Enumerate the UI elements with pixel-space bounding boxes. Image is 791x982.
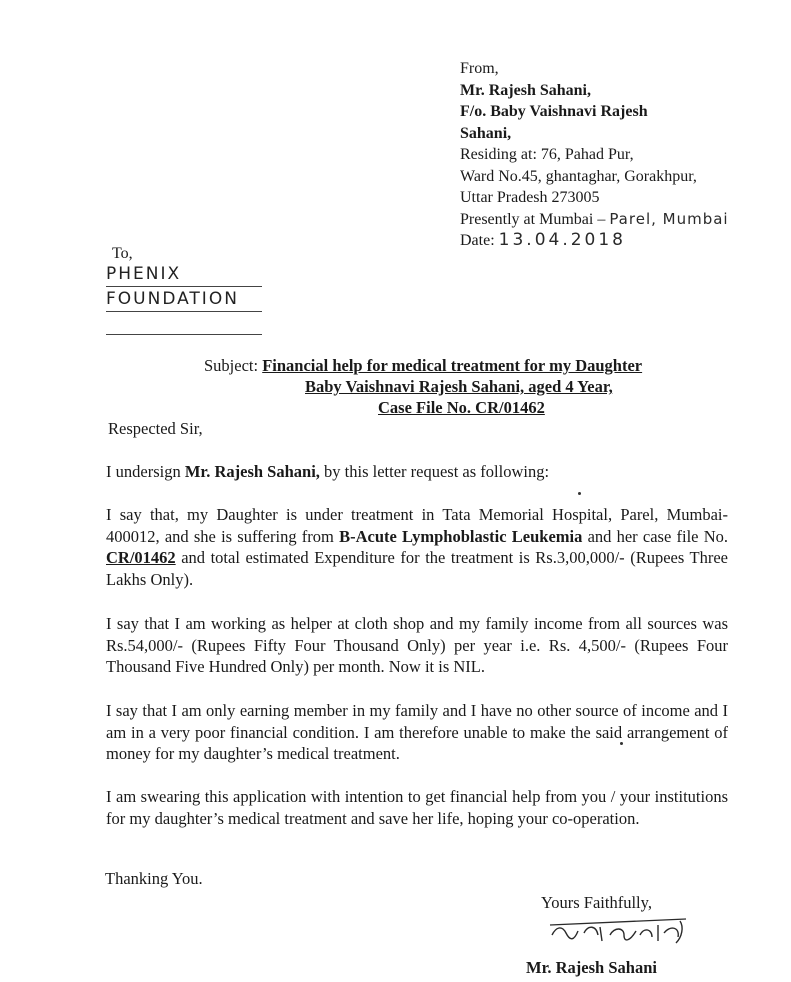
intro-pre: I undersign [106, 462, 185, 481]
thanks-line: Thanking You. [105, 869, 203, 888]
case-number: CR/01462 [106, 548, 176, 567]
intro-post: by this letter request as following: [319, 462, 550, 481]
sender-name: Mr. Rajesh Sahani, [460, 81, 591, 99]
speck [620, 742, 623, 745]
sender-relation-line2: Sahani, [460, 124, 512, 142]
treatment-mid: and her case file No. [582, 526, 728, 546]
recipient-block [106, 262, 262, 335]
recipient-blank-line [106, 312, 262, 335]
sender-block [460, 58, 780, 252]
sender-relation-line1: F/o. Baby Vaishnavi Rajesh [460, 103, 648, 120]
date-handwritten: 13.04.2018 [498, 230, 626, 250]
date-label: Date: [460, 232, 495, 249]
sender-address-line2: Ward No.45, ghantaghar, Gorakhpur, [460, 167, 697, 185]
speck [578, 492, 581, 495]
present-handwritten: Parel, Mumbai [609, 209, 729, 228]
sender-present-location [460, 209, 780, 231]
subject-label: Subject: [204, 356, 259, 375]
sender-address-line1: Residing at: 76, Pahad Pur, [460, 146, 634, 163]
disease-name: B-Acute Lymphoblastic Leukemia [339, 526, 583, 546]
subject-line2: Baby Vaishnavi Rajesh Sahani, aged 4 Year, [305, 377, 613, 396]
subject-line1: Financial help for medical treatment for my Daughter [262, 356, 643, 375]
recipient-line1: PHENIX [106, 262, 262, 287]
closing-line: Yours Faithfully, [541, 893, 652, 912]
recipient-line2: FOUNDATION [106, 287, 262, 312]
sender-address-line3: Uttar Pradesh 273005 [460, 189, 600, 206]
paragraph-request: I am swearing this application with intention to get financial help from you / your institutions for my daughter’s medical treatment and save her life, hoping your co-operation. [106, 787, 728, 828]
paragraph-condition: I say that I am only earning member in my family and I have no other source of income and I am in a very poor financial condition. I am therefore unable to make the said arrangement of money for my daughter’s medical treatment. [106, 701, 728, 763]
sender-date [460, 230, 780, 252]
treatment-post: and total estimated Expenditure for the treatment is Rs.3,00,000/- (Rupees Three Lakhs Only). [106, 548, 728, 589]
to-label: To, [112, 245, 133, 262]
treatment-pre: I say that, my Daughter is under treatment in Tata Memorial Hospital, Parel, Mumbai- 400012, and she is suffering from [106, 505, 728, 546]
salutation: Respected Sir, [108, 419, 203, 438]
intro-name: Mr. Rajesh Sahani, [184, 462, 320, 481]
subject-block [204, 355, 642, 418]
handwritten-signature [540, 913, 690, 947]
paragraph-intro [106, 461, 728, 483]
paragraph-treatment [106, 504, 728, 590]
subject-line3: Case File No. CR/01462 [378, 398, 545, 417]
signatory-name: Mr. Rajesh Sahani [526, 958, 657, 977]
present-label: Presently at Mumbai – [460, 210, 606, 228]
paragraph-income: I say that I am working as helper at cloth shop and my family income from all sources was Rs.54,000/- (Rupees Fifty Four Thousand Only) per year i.e. Rs. 4,500/- (Rupees Four Thousand Five Hundred Only) per month. Now it is NIL. [106, 614, 728, 676]
from-label: From, [460, 60, 499, 77]
